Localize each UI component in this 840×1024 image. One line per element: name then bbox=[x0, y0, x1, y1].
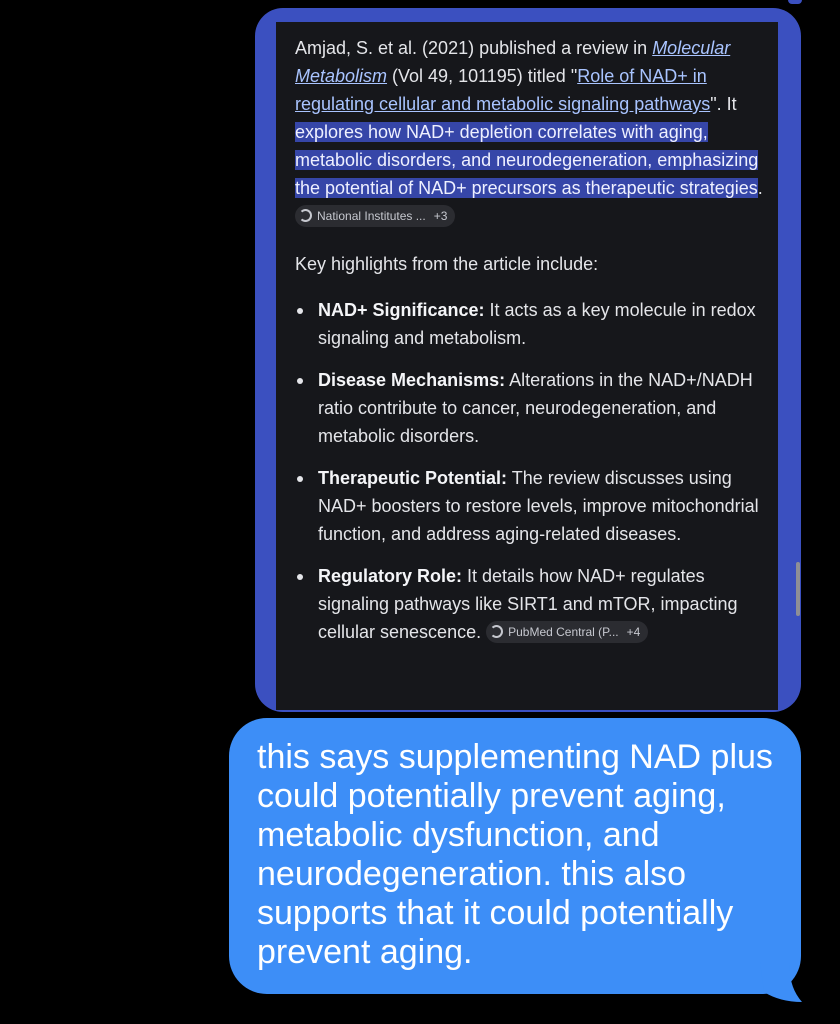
list-item bbox=[295, 366, 765, 450]
list-item-term: Disease Mechanisms: bbox=[318, 370, 506, 390]
ai-answer-panel bbox=[295, 34, 765, 660]
list-item-text: The review discusses using NAD+ boosters to restore levels, improve mitochondrial function, and address aging-related diseases. bbox=[318, 468, 759, 544]
source-chip-pubmed[interactable] bbox=[486, 621, 648, 643]
list-item-term: Regulatory Role: bbox=[318, 566, 463, 586]
after-title-text: ". It bbox=[710, 94, 737, 114]
intro-end: . bbox=[757, 178, 763, 198]
intro-prefix: Amjad, S. et al. (2021) published a review in bbox=[295, 38, 653, 58]
source-link-icon bbox=[299, 209, 312, 222]
scrollbar[interactable] bbox=[796, 562, 800, 616]
previous-bubble-edge bbox=[788, 0, 802, 4]
source-chip-count: +3 bbox=[433, 209, 448, 223]
list-item-text: It acts as a key molecule in redox signaling and metabolism. bbox=[318, 300, 756, 348]
list-item bbox=[295, 464, 765, 548]
intro-paragraph bbox=[295, 34, 765, 230]
sent-message-text: this says supplementing NAD plus could potentially prevent aging, metabolic dysfunction, and neurodegeneration. this also supports that it could potentially prevent aging. bbox=[257, 738, 773, 971]
source-chip-count: +4 bbox=[626, 625, 641, 639]
source-chip-label: National Institutes ... bbox=[317, 209, 426, 223]
article-title-link[interactable]: Role of NAD+ in regulating cellular and metabolic signaling pathways bbox=[295, 66, 711, 114]
list-item bbox=[295, 562, 765, 646]
journal-link[interactable]: Molecular Metabolism bbox=[295, 38, 731, 86]
source-link-icon bbox=[490, 625, 503, 638]
list-item-text: Alterations in the NAD+/NADH ratio contribute to cancer, neurodegeneration, and metabolic disorders. bbox=[318, 370, 753, 446]
list-item-term: Therapeutic Potential: bbox=[318, 468, 508, 488]
list-item bbox=[295, 296, 765, 352]
highlighted-text: explores how NAD+ depletion correlates with aging, metabolic disorders, and neurodegeneration, emphasizing the potential of NAD+ precursors as therapeutic strategies bbox=[295, 122, 759, 198]
source-chip-label: PubMed Central (P... bbox=[508, 625, 619, 639]
highlights-list bbox=[295, 296, 765, 646]
volume-text: (Vol 49, 101195) titled " bbox=[387, 66, 578, 86]
highlights-subheading: Key highlights from the article include: bbox=[295, 254, 599, 274]
source-chip-nih[interactable] bbox=[295, 205, 455, 227]
shared-screenshot-image[interactable] bbox=[276, 22, 778, 710]
list-item-term: NAD+ Significance: bbox=[318, 300, 485, 320]
list-item-text: It details how NAD+ regulates signaling pathways like SIRT1 and mTOR, impacting cellular senescence. bbox=[318, 566, 738, 642]
